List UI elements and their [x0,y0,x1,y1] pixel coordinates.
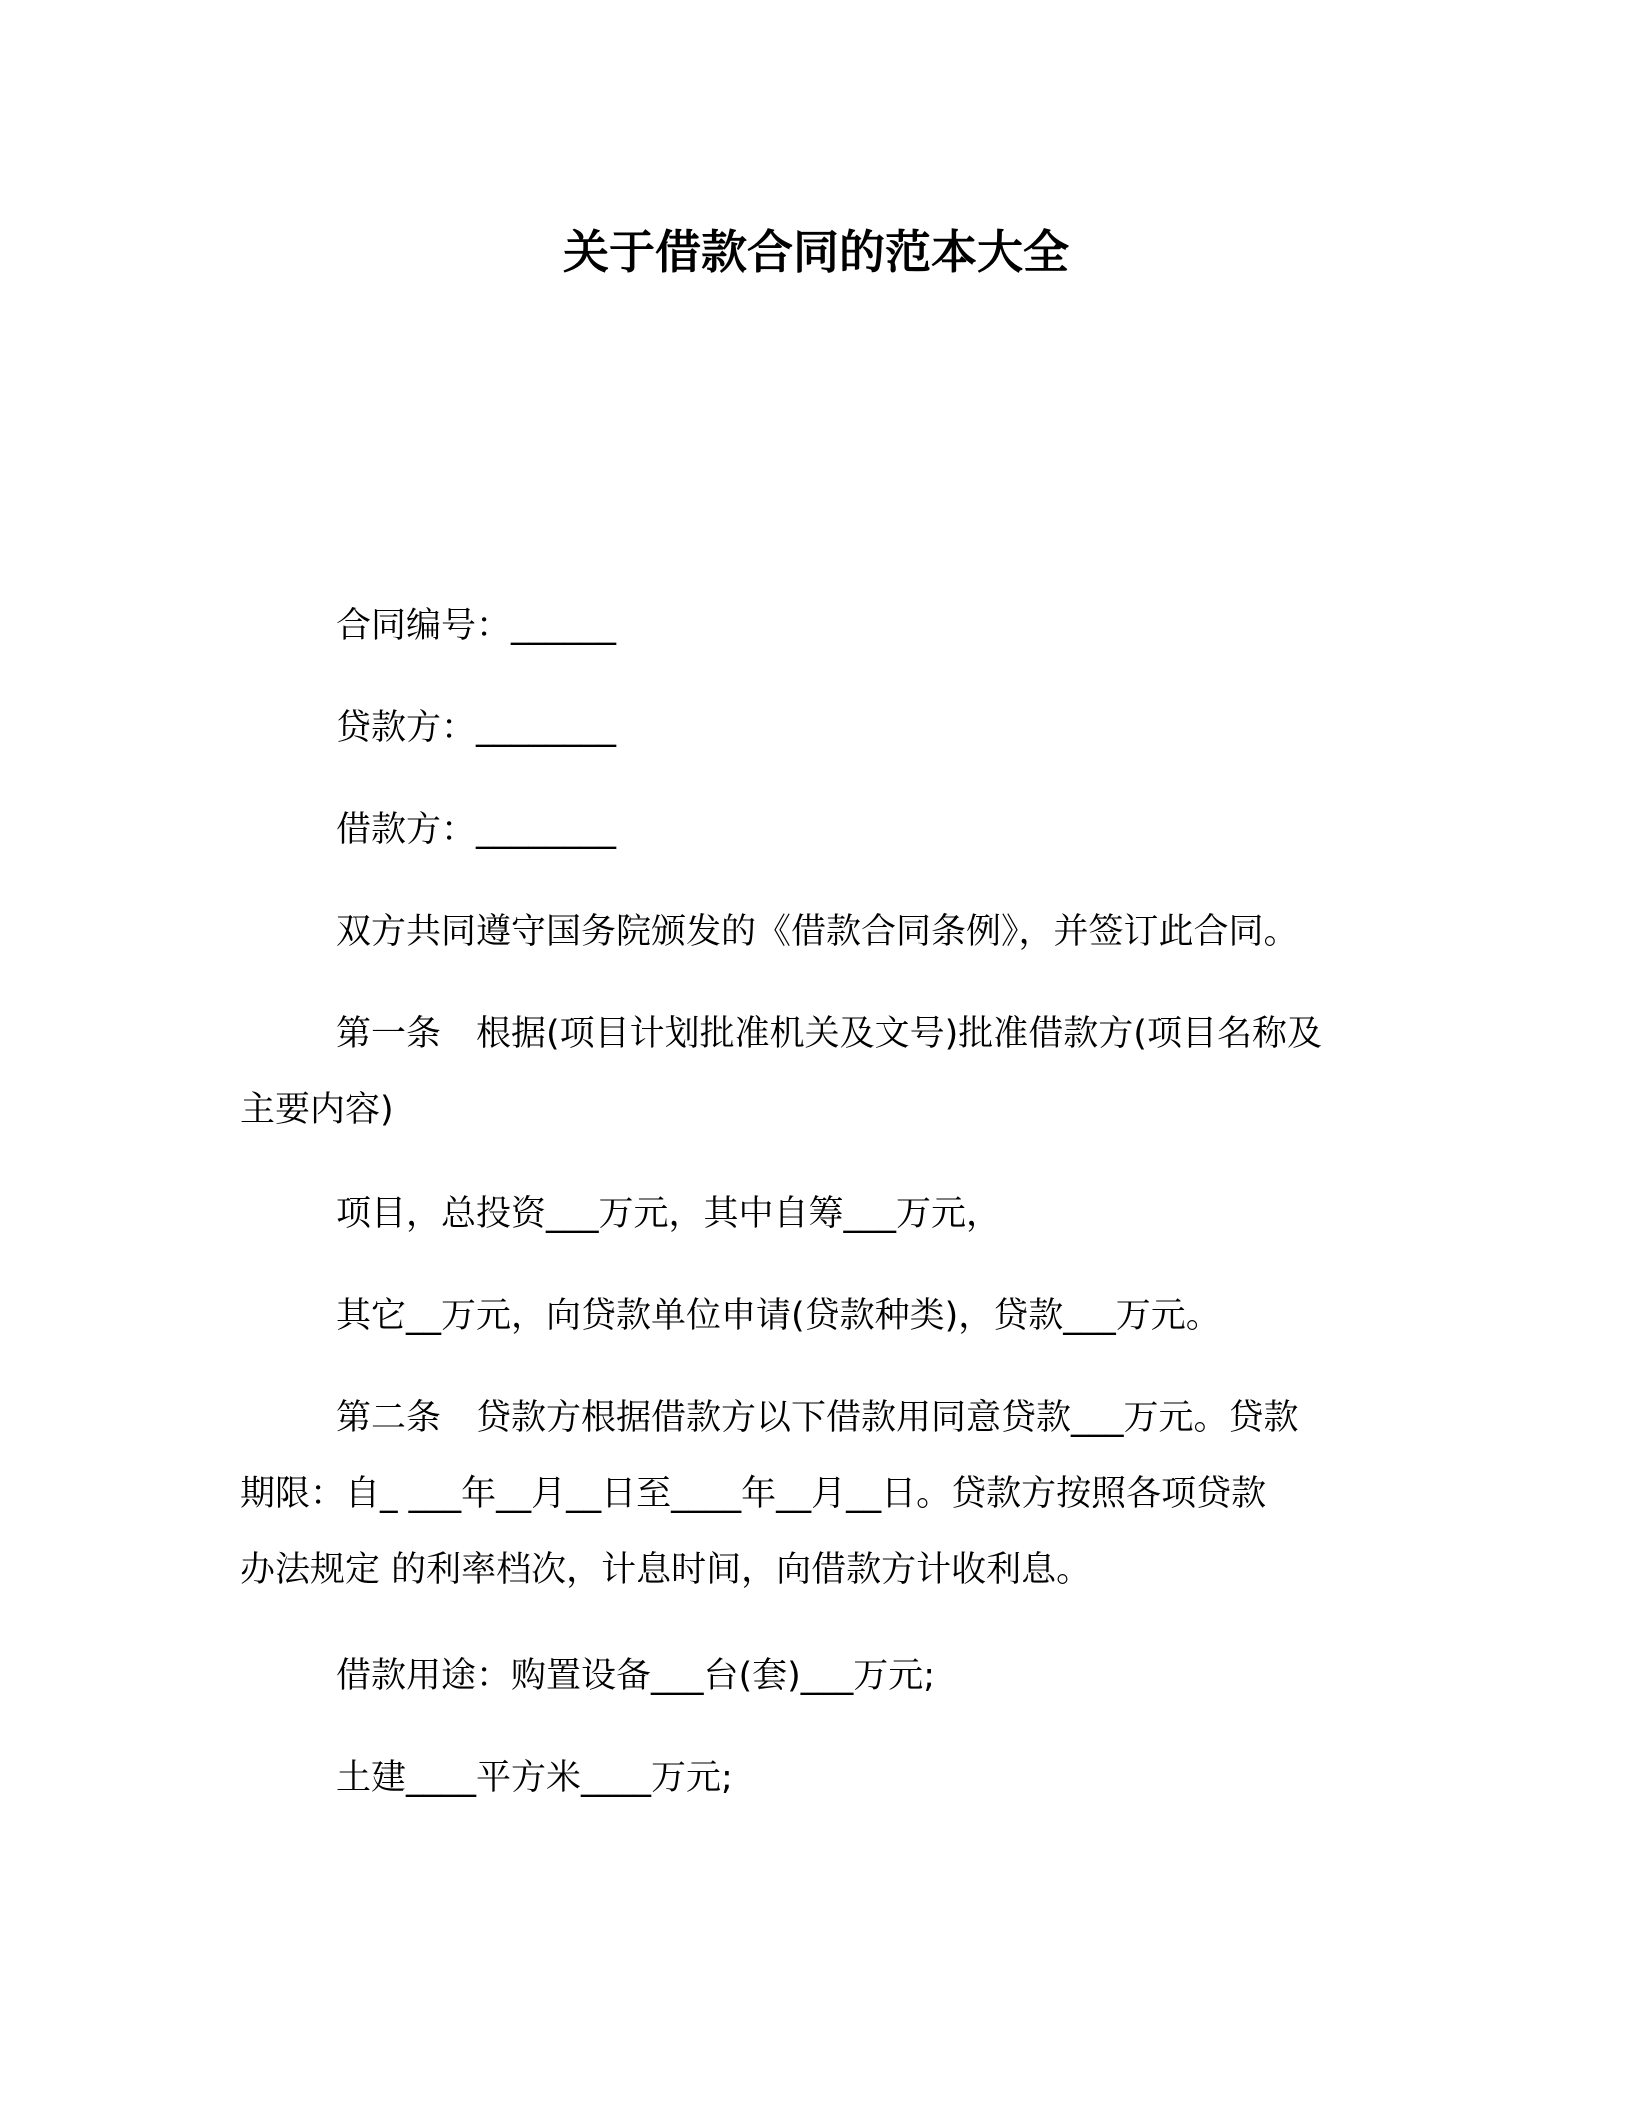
article-2-line-1: 第二条 贷款方根据借款方以下借款用同意贷款___万元。贷款 [336,1398,1299,1438]
borrower-line: 借款方：________ [336,810,617,850]
page-title: 关于借款合同的范本大全 [563,225,1069,279]
article-1-line-1: 第一条 根据(项目计划批准机关及文号)批准借款方(项目名称及 [336,1014,1322,1054]
lender-line: 贷款方：________ [336,708,617,748]
article-2 [240,1380,1390,1608]
article-1-line-2: 主要内容) [240,1090,394,1130]
article-2-line-2: 期限：自_ ___年__月__日至____年__月__日。贷款方按照各项贷款 [240,1474,1267,1514]
investment-line: 项目，总投资___万元，其中自筹___万元， [336,1194,1002,1234]
usage-construction-line: 土建____平方米____万元; [336,1758,733,1798]
contract-number-line: 合同编号：______ [336,606,617,646]
article-2-line-3: 办法规定 的利率档次，计息时间，向借款方计收利息。 [240,1550,1092,1590]
preamble-paragraph: 双方共同遵守国务院颁发的《借款合同条例》，并签订此合同。 [336,912,1299,952]
article-1 [240,996,1390,1148]
usage-equipment-line: 借款用途：购置设备___台(套)___万元; [336,1656,936,1696]
other-funding-line: 其它__万元，向贷款单位申请(贷款种类)，贷款___万元。 [336,1296,1221,1336]
